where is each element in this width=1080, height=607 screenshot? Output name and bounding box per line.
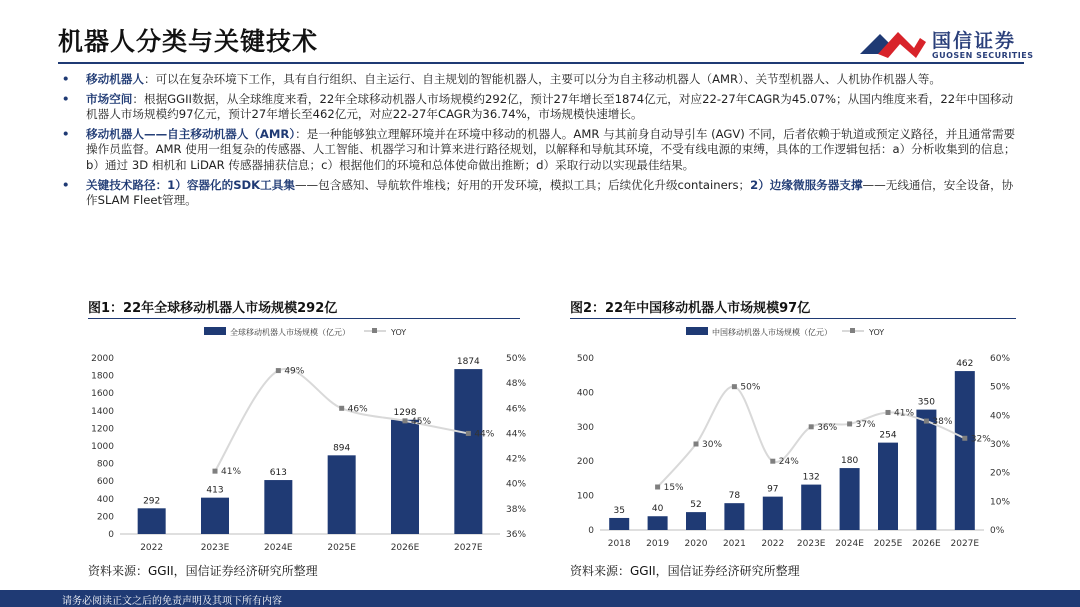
- y-right-tick-label: 40%: [506, 479, 527, 490]
- bar: [916, 410, 936, 530]
- bar-value-label: 613: [269, 468, 287, 479]
- yoy-point: [403, 418, 408, 423]
- bar: [686, 512, 706, 530]
- legend-line-label: YOY: [869, 328, 885, 337]
- bar-value-label: 52: [690, 500, 702, 511]
- y-right-tick-label: 60%: [990, 354, 1011, 364]
- x-tick-label: 2018: [607, 539, 631, 549]
- y-left-tick-label: 1200: [91, 424, 114, 435]
- legend-line-marker: [850, 328, 855, 333]
- bullet-marker: •: [62, 177, 70, 192]
- x-tick-label: 2023E: [796, 539, 826, 549]
- bullet-marker: •: [62, 91, 70, 106]
- yoy-point: [809, 424, 814, 429]
- bar-value-label: 894: [333, 443, 351, 454]
- yoy-value-label: 15%: [663, 483, 684, 493]
- bar: [840, 468, 860, 530]
- bullet-mobile-robot: [62, 72, 1022, 88]
- company-logo: [858, 24, 1048, 64]
- y-left-tick-label: 1600: [91, 389, 114, 400]
- bullet-marker: •: [62, 126, 70, 141]
- x-tick-label: 2023E: [200, 543, 230, 553]
- figure-1-title: 图1：22年全球移动机器人市场规模292亿: [88, 301, 338, 316]
- x-tick-label: 2026E: [912, 539, 941, 549]
- bar: [454, 369, 482, 534]
- figure-2-source: 资料来源：GGII，国信证券经济研究所整理: [570, 564, 800, 578]
- guosen-logo-icon: [858, 24, 930, 64]
- footer-disclaimer: 请务必阅读正文之后的免责声明及其项下所有内容: [62, 596, 282, 607]
- yoy-value-label: 38%: [932, 417, 953, 428]
- bullet-lead: 移动机器人——自主移动机器人（AMR）: [86, 126, 296, 141]
- bullet-lead: 市场空间: [86, 91, 133, 106]
- figure-2-rule: [570, 318, 1016, 319]
- yoy-value-label: 50%: [740, 382, 761, 393]
- x-tick-label: 2025E: [873, 539, 903, 549]
- bar-value-label: 413: [206, 485, 224, 496]
- y-left-tick-label: 800: [96, 459, 114, 470]
- yoy-value-label: 45%: [411, 416, 432, 427]
- yoy-value-label: 46%: [347, 404, 368, 415]
- y-left-tick-label: 300: [576, 422, 594, 433]
- bullet-marker: •: [62, 72, 70, 86]
- figure-1-rule: [88, 318, 520, 319]
- bar: [201, 498, 229, 534]
- legend-bar-swatch: [686, 327, 708, 335]
- bar-value-label: 292: [143, 496, 161, 507]
- y-right-tick-label: 20%: [990, 468, 1011, 479]
- y-left-tick-label: 200: [576, 457, 594, 468]
- yoy-value-label: 30%: [702, 440, 723, 450]
- y-left-tick-label: 2000: [91, 354, 114, 364]
- footer-bar: [0, 590, 1080, 607]
- bullet-lead-2: ：1）容器化的SDK工具集: [155, 177, 295, 192]
- bar: [878, 443, 898, 530]
- page-title: 机器人分类与关键技术: [58, 27, 319, 56]
- yoy-value-label: 36%: [817, 422, 838, 433]
- yoy-point: [655, 485, 660, 490]
- x-tick-label: 2027E: [950, 539, 980, 549]
- bar: [138, 508, 166, 534]
- y-right-tick-label: 50%: [506, 354, 527, 364]
- yoy-point: [694, 442, 699, 447]
- yoy-value-label: 41%: [894, 408, 915, 419]
- bar: [609, 518, 629, 530]
- figure-1-source: 资料来源：GGII，国信证券经济研究所整理: [88, 564, 318, 578]
- bar-value-label: 132: [802, 472, 820, 483]
- bullet-text: ：是一种能够独立理解环境并在环境中移动的机器人。AMR 与其前身自动导引车 (AGV) 不同，后者依赖于轨道或预定义路径，并且通常需要操作员监督。AMR 使用一组复杂的传感器、人工智能、机器学习和计算来进行路径规划，以解释和导航其环境，不受有线电源的束缚，具体的工作逻辑包括：a）分析收集到的信息；b）通过 3D 相机和 LiDAR 传感器捕获信息；c）根据他们的环境和总体使命做出推断；d）采取行动以实现最佳结果。: [86, 126, 1016, 172]
- legend-line-marker: [372, 328, 377, 333]
- yoy-point: [886, 410, 891, 415]
- y-right-tick-label: 38%: [506, 504, 527, 515]
- legend-bar-label: 全球移动机器人市场规模（亿元）: [230, 328, 350, 337]
- y-left-tick-label: 400: [96, 494, 114, 505]
- yoy-point: [847, 421, 852, 426]
- x-tick-label: 2026E: [390, 543, 420, 553]
- y-right-tick-label: 30%: [990, 440, 1011, 450]
- bar-value-label: 1298: [393, 407, 417, 418]
- bar: [648, 516, 668, 530]
- y-right-tick-label: 36%: [506, 530, 527, 540]
- y-right-tick-label: 42%: [506, 454, 527, 465]
- yoy-value-label: 41%: [221, 467, 242, 478]
- bar: [801, 485, 821, 530]
- bullet-text: ：可以在复杂环境下工作，具有自行组织、自主运行、自主规划的智能机器人，主要可以分为自主移动机器人（AMR）、关节型机器人、人机协作机器人等。: [143, 72, 941, 86]
- x-tick-label: 2027E: [454, 543, 483, 553]
- yoy-value-label: 49%: [284, 366, 305, 377]
- bar: [955, 371, 975, 530]
- bullet-amr: [62, 127, 1022, 174]
- bar-value-label: 78: [728, 491, 741, 502]
- y-left-tick-label: 100: [576, 491, 594, 502]
- legend-bar-label: 中国移动机器人市场规模（亿元）: [712, 328, 832, 337]
- y-right-tick-label: 50%: [990, 382, 1011, 393]
- bar: [328, 455, 356, 534]
- yoy-point: [732, 384, 737, 389]
- y-left-tick-label: 200: [96, 512, 114, 523]
- bar-value-label: 1874: [456, 357, 480, 368]
- x-tick-label: 2019: [646, 539, 670, 549]
- yoy-value-label: 37%: [855, 419, 876, 430]
- bar: [763, 497, 783, 530]
- yoy-point: [962, 436, 967, 441]
- y-right-tick-label: 10%: [990, 497, 1011, 508]
- figure-2-title: 图2：22年中国移动机器人市场规模97亿: [570, 301, 811, 316]
- legend-bar-swatch: [204, 327, 226, 335]
- yoy-point: [770, 459, 775, 464]
- x-tick-label: 2021: [722, 539, 746, 549]
- yoy-point: [466, 431, 471, 436]
- y-right-tick-label: 44%: [506, 429, 527, 440]
- bullet-key-tech: [62, 178, 1022, 209]
- bullet-lead-3: 2）边缘微服务器支撑: [750, 177, 863, 192]
- bar-value-label: 35: [613, 505, 625, 516]
- bar-value-label: 97: [767, 484, 779, 495]
- bar-value-label: 40: [651, 504, 664, 515]
- yoy-point: [276, 368, 281, 373]
- yoy-value-label: 32%: [970, 434, 991, 445]
- logo-name-en: GUOSEN SECURITIES: [932, 51, 1034, 60]
- x-tick-label: 2020: [684, 539, 708, 549]
- global-market-chart: [80, 320, 530, 556]
- y-left-tick-label: 1000: [91, 442, 114, 452]
- yoy-point: [213, 469, 218, 474]
- y-left-tick-label: 0: [108, 530, 114, 540]
- y-left-tick-label: 0: [588, 526, 594, 536]
- bar-value-label: 462: [956, 359, 974, 370]
- bullet-list: [62, 72, 1022, 213]
- bar: [391, 420, 419, 534]
- yoy-point: [924, 419, 929, 424]
- bullet-text: ：根据GGII数据，从全球维度来看，22年全球移动机器人市场规模约292亿，预计27年增长至1874亿元，对应22-27年CAGR为45.07%；从国内维度来看，22年中国移动机器人市场规模约97亿元，预计27年增长至462亿元，对应22-27年CAGR为36.74%，市场规模快速增长。: [86, 91, 1014, 122]
- yoy-value-label: 24%: [778, 457, 799, 468]
- y-left-tick-label: 1400: [91, 406, 114, 417]
- y-left-tick-label: 500: [576, 354, 594, 364]
- y-right-tick-label: 0%: [990, 526, 1005, 536]
- x-tick-label: 2022: [140, 543, 164, 553]
- y-left-tick-label: 600: [96, 477, 114, 488]
- bar: [724, 503, 744, 530]
- bar: [264, 480, 292, 534]
- x-tick-label: 2022: [761, 539, 785, 549]
- x-tick-label: 2024E: [835, 539, 864, 549]
- bullet-lead: 移动机器人: [86, 72, 144, 86]
- x-tick-label: 2024E: [264, 543, 293, 553]
- logo-name-cn: 国信证券: [932, 30, 1017, 52]
- y-right-tick-label: 46%: [506, 404, 527, 415]
- y-left-tick-label: 400: [576, 388, 594, 399]
- x-tick-label: 2025E: [327, 543, 356, 553]
- legend-line-label: YOY: [391, 328, 407, 337]
- bullet-market-space: [62, 92, 1022, 123]
- yoy-point: [339, 406, 344, 411]
- bullet-text-2: ——无线通信，安全设备，协作SLAM Fleet管理。: [86, 177, 1014, 208]
- bullet-text: ——包含感知、导航软件堆栈；好用的开发环境，模拟工具；后续优化升级containers；: [294, 177, 751, 192]
- yoy-value-label: 44%: [474, 429, 495, 440]
- y-left-tick-label: 1800: [91, 371, 114, 382]
- bar-value-label: 350: [917, 397, 935, 408]
- bar-value-label: 254: [879, 430, 897, 441]
- y-right-tick-label: 40%: [990, 411, 1011, 422]
- bullet-lead: 关键技术路径: [86, 177, 156, 192]
- bar-value-label: 180: [841, 456, 859, 467]
- china-market-chart: [560, 320, 1030, 556]
- y-right-tick-label: 48%: [506, 379, 527, 390]
